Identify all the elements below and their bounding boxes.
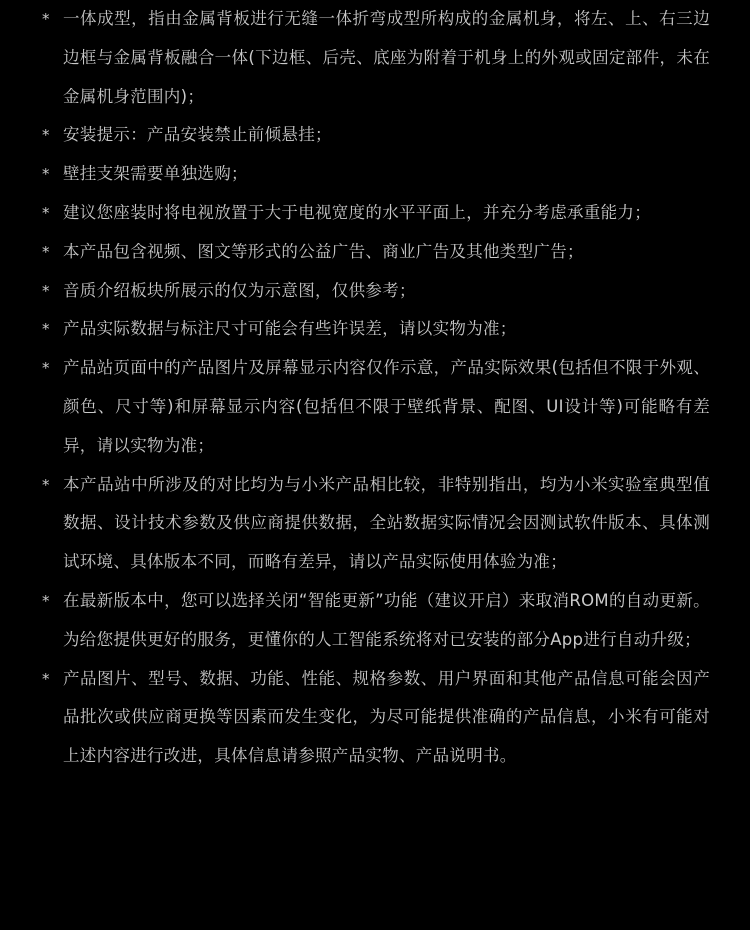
- disclaimer-item: [0, 310, 750, 349]
- disclaimer-text: 本产品包含视频、图文等形式的公益广告、商业广告及其他类型广告；: [63, 241, 584, 261]
- disclaimer-item: [0, 660, 750, 776]
- disclaimer-text: 音质介绍板块所展示的仅为示意图，仅供参考；: [63, 280, 416, 300]
- bullet-icon: *: [42, 203, 50, 222]
- bullet-icon: *: [42, 591, 50, 610]
- disclaimer-text: 建议您座装时将电视放置于大于电视宽度的水平平面上，并充分考虑承重能力；: [63, 202, 651, 222]
- disclaimer-item: [0, 466, 750, 582]
- disclaimer-text: 在最新版本中，您可以选择关闭“智能更新”功能（建议开启）来取消ROM的自动更新。为给您提供更好的服务，更懂你的人工智能系统将对已安装的部分App进行自动升级；: [63, 590, 710, 649]
- bullet-icon: *: [42, 669, 50, 688]
- bullet-icon: *: [42, 165, 50, 184]
- disclaimer-text: 安装提示：产品安装禁止前倾悬挂；: [63, 125, 332, 145]
- bullet-icon: *: [42, 475, 50, 494]
- disclaimer-text: 本产品站中所涉及的对比均为与小米产品相比较，非特别指出，均为小米实验室典型值数据、设计技术参数及供应商提供数据，全站数据实际情况会因测试软件版本、具体测试环境、具体版本不同，而略有差异，请以产品实际使用体验为准；: [63, 474, 710, 572]
- disclaimer-text: 一体成型，指由金属背板进行无缝一体折弯成型所构成的金属机身，将左、上、右三边边框与金属背板融合一体(下边框、后壳、底座为附着于机身上的外观或固定部件，未在金属机身范围内)；: [63, 9, 710, 106]
- bullet-icon: *: [42, 126, 50, 145]
- bullet-icon: *: [42, 242, 50, 261]
- disclaimer-item: [0, 349, 750, 465]
- disclaimer-text: 产品实际数据与标注尺寸可能会有些许误差，请以实物为准；: [63, 319, 517, 339]
- disclaimer-item: [0, 582, 750, 660]
- disclaimer-item: [0, 155, 750, 194]
- disclaimer-item: [0, 233, 750, 272]
- disclaimer-text: 产品图片、型号、数据、功能、性能、规格参数、用户界面和其他产品信息可能会因产品批次或供应商更换等因素而发生变化，为尽可能提供准确的产品信息，小米有可能对上述内容进行改进，具体信息请参照产品实物、产品说明书。: [63, 668, 710, 766]
- disclaimer-item: [0, 194, 750, 233]
- disclaimer-item: [0, 272, 750, 311]
- disclaimer-text: 产品站页面中的产品图片及屏幕显示内容仅作示意，产品实际效果(包括但不限于外观、颜色、尺寸等)和屏幕显示内容(包括但不限于壁纸背景、配图、UI设计等)可能略有差异，请以实物为准；: [63, 358, 710, 455]
- bullet-icon: *: [42, 10, 50, 28]
- bullet-icon: *: [42, 320, 50, 339]
- bullet-icon: *: [42, 359, 50, 378]
- disclaimer-item: [0, 116, 750, 155]
- bullet-icon: *: [42, 281, 50, 300]
- disclaimer-item: [0, 0, 750, 116]
- disclaimer-text: 壁挂支架需要单独选购；: [63, 164, 248, 184]
